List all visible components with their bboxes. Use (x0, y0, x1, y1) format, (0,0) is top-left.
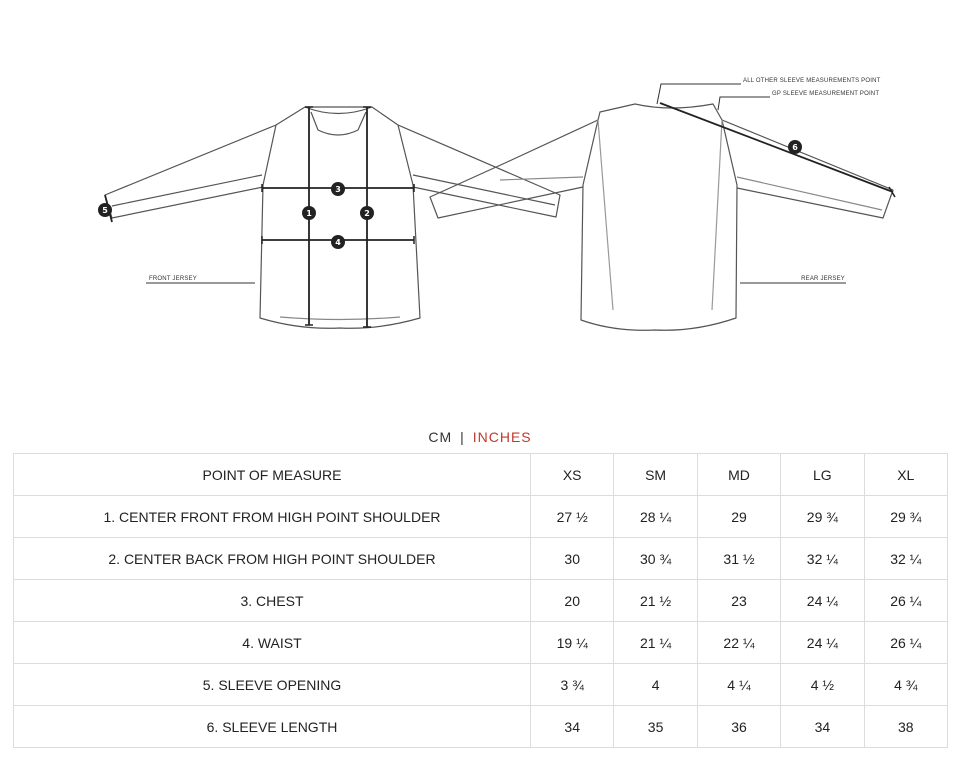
table-row (14, 538, 948, 580)
header-size-md: MD (697, 454, 780, 496)
table-row (14, 706, 948, 748)
table-row (14, 496, 948, 538)
measure-name: 6. SLEEVE LENGTH (14, 706, 531, 748)
svg-text:1: 1 (306, 209, 312, 218)
svg-text:2: 2 (364, 209, 370, 218)
value-cell: 23 (697, 580, 780, 622)
value-cell: 36 (697, 706, 780, 748)
marker-4 (331, 235, 345, 249)
size-chart-table (13, 453, 948, 748)
value-cell: 30 (531, 538, 614, 580)
table-row (14, 580, 948, 622)
table-header-row (14, 454, 948, 496)
unit-toggle (0, 429, 960, 445)
measure-name: 1. CENTER FRONT FROM HIGH POINT SHOULDER (14, 496, 531, 538)
value-cell: 29 ¾ (781, 496, 864, 538)
measure-name: 4. WAIST (14, 622, 531, 664)
value-cell: 29 (697, 496, 780, 538)
header-point-of-measure: POINT OF MEASURE (14, 454, 531, 496)
value-cell: 4 (614, 664, 697, 706)
unit-inches-option[interactable]: INCHES (472, 429, 532, 445)
value-cell: 21 ½ (614, 580, 697, 622)
measure-name: 3. CHEST (14, 580, 531, 622)
measure-name: 2. CENTER BACK FROM HIGH POINT SHOULDER (14, 538, 531, 580)
gp-sleeve-callout: GP SLEEVE MEASUREMENT POINT (772, 91, 880, 97)
value-cell: 4 ¼ (697, 664, 780, 706)
svg-text:5: 5 (102, 206, 108, 215)
rear-jersey-outline (430, 104, 893, 330)
marker-3 (331, 182, 345, 196)
table-row (14, 622, 948, 664)
other-sleeve-callout: ALL OTHER SLEEVE MEASUREMENTS POINT (743, 78, 881, 84)
front-jersey-label: FRONT JERSEY (149, 276, 197, 282)
svg-text:6: 6 (792, 143, 798, 152)
value-cell: 29 ¾ (864, 496, 947, 538)
value-cell: 34 (531, 706, 614, 748)
value-cell: 4 ¾ (864, 664, 947, 706)
header-size-lg: LG (781, 454, 864, 496)
value-cell: 34 (781, 706, 864, 748)
table-row (14, 664, 948, 706)
value-cell: 24 ¼ (781, 622, 864, 664)
value-cell: 4 ½ (781, 664, 864, 706)
header-size-xl: XL (864, 454, 947, 496)
value-cell: 35 (614, 706, 697, 748)
value-cell: 3 ¾ (531, 664, 614, 706)
value-cell: 31 ½ (697, 538, 780, 580)
header-size-sm: SM (614, 454, 697, 496)
rear-jersey-label: REAR JERSEY (801, 276, 845, 282)
header-size-xs: XS (531, 454, 614, 496)
value-cell: 20 (531, 580, 614, 622)
unit-cm-option[interactable]: CM (428, 429, 453, 445)
value-cell: 38 (864, 706, 947, 748)
value-cell: 32 ¼ (864, 538, 947, 580)
value-cell: 26 ¼ (864, 622, 947, 664)
value-cell: 26 ¼ (864, 580, 947, 622)
svg-text:3: 3 (335, 185, 341, 194)
value-cell: 27 ½ (531, 496, 614, 538)
value-cell: 24 ¼ (781, 580, 864, 622)
marker-1 (302, 206, 316, 220)
value-cell: 21 ¼ (614, 622, 697, 664)
value-cell: 28 ¼ (614, 496, 697, 538)
svg-text:4: 4 (335, 238, 341, 247)
value-cell: 32 ¼ (781, 538, 864, 580)
value-cell: 30 ¾ (614, 538, 697, 580)
value-cell: 19 ¼ (531, 622, 614, 664)
marker-2 (360, 206, 374, 220)
marker-5 (98, 203, 112, 217)
marker-6 (788, 140, 802, 154)
measure-name: 5. SLEEVE OPENING (14, 664, 531, 706)
front-jersey-outline (105, 107, 560, 328)
unit-separator: | (460, 429, 465, 445)
value-cell: 22 ¼ (697, 622, 780, 664)
